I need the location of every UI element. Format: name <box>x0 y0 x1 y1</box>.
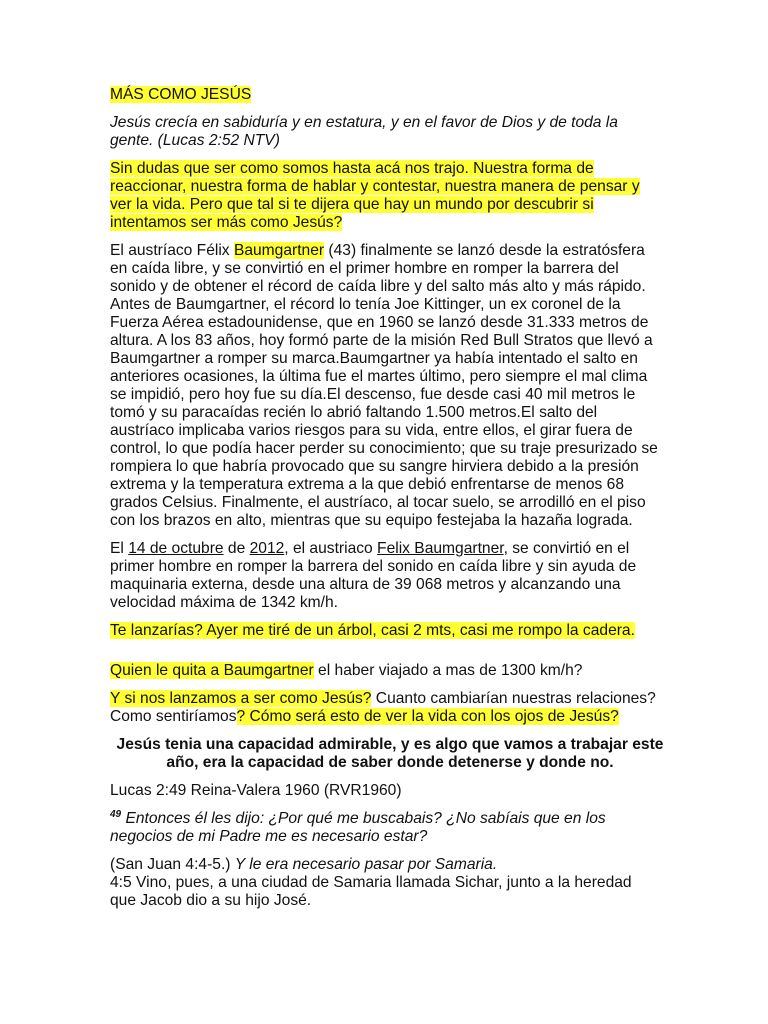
story-line: Fuerza Aérea estadounidense, que en 1960 se lanzó desde 31.333 metros de <box>110 314 649 331</box>
record-text: El <box>110 540 129 557</box>
record-line: primer hombre en romper la barrera del sonido en caída libre y sin ayuda de <box>110 558 637 575</box>
story-lead-rest: (43) finalmente se lanzó desde la estratósfera <box>324 242 645 259</box>
key-statement-line: año, era la capacidad de saber donde detenerse y donde no. <box>166 754 614 771</box>
document-body <box>110 86 670 920</box>
story-line: con los brazos en alto, mientras que su equipo festejaba la hazaña lograda. <box>110 512 633 529</box>
launch-line <box>110 708 670 726</box>
date-link[interactable]: 14 de octubre <box>128 540 224 557</box>
story-line: Baumgartner a romper su marca.Baumgartner ya había intentado el salto en <box>110 350 638 367</box>
record-line: maquinaria externa, desde una altura de 39 068 metros y alcanzando una <box>110 576 621 593</box>
john-line: 4:5 Vino, pues, a una ciudad de Samaria llamada Sichar, junto a la heredad <box>110 874 632 891</box>
intro-paragraph <box>110 160 670 232</box>
john-line <box>110 856 670 874</box>
story-line: altura. A los 83 años, hoy formó parte de la misión Red Bull Stratos que llevó a <box>110 332 653 349</box>
record-text: , el austriaco <box>284 540 378 557</box>
john-quote: Y le era necesario pasar por Samaria. <box>234 856 498 873</box>
story-line: sonido y de obtener el récord de caída libre y del salto más alto y más rápido. <box>110 278 646 295</box>
story-line: tomó y su paracaídas recién lo abrió faltando 1.500 metros.El salto del <box>110 404 598 421</box>
launch-highlight-2: ? Cómo será esto de ver la vida con los ojos de Jesús? <box>236 708 619 725</box>
intro-line: ver la vida. Pero que tal si te dijera que hay un mundo por descubrir si <box>110 196 594 213</box>
verse-number: 49 <box>110 808 122 820</box>
baumgartner-highlight: Baumgartner <box>233 242 325 259</box>
record-text: , se convirtió en el <box>503 540 630 557</box>
record-text: de <box>223 540 250 557</box>
document-title <box>110 86 670 104</box>
intro-line: Sin dudas que ser como somos hasta acá nos trajo. Nuestra forma de <box>110 160 594 177</box>
verse-line: gente. (Lucas 2:52 NTV) <box>110 132 280 149</box>
who-question <box>110 662 670 680</box>
blank-line <box>110 650 670 662</box>
story-line: rompiera lo que habría provocado que su sangre hirviera debido a la presión <box>110 458 639 475</box>
record-paragraph <box>110 540 670 612</box>
title-highlight: MÁS COMO JESÚS <box>110 86 252 103</box>
intro-line: intentamos ser más como Jesús? <box>110 214 343 231</box>
key-statement-line: Jesús tenia una capacidad admirable, y es algo que vamos a trabajar este <box>116 736 664 753</box>
jump-question-highlight: Te lanzarías? Ayer me tiré de un árbol, casi 2 mts, casi me rompo la cadera. <box>110 622 635 639</box>
story-line: anteriores ocasiones, la última fue el martes último, pero siempre el mal clima <box>110 368 648 385</box>
story-line: se impidió, pero hoy fue su día.El descenso, fue desde casi 40 mil metros le <box>110 386 636 403</box>
person-link[interactable]: Felix Baumgartner <box>377 540 504 557</box>
verse-line: Jesús crecía en sabiduría y en estatura, y en el favor de Dios y de toda la <box>110 114 618 131</box>
launch-rest: Cuanto cambiarían nuestras relaciones? <box>371 690 656 707</box>
story-line: en caída libre, y se convirtió en el primer hombre en romper la barrera del <box>110 260 619 277</box>
launch-highlight: Y si nos lanzamos a ser como Jesús? <box>110 690 372 707</box>
launch-line <box>110 690 670 708</box>
record-line: velocidad máxima de 1342 km/h. <box>110 594 338 611</box>
launch-paragraph <box>110 690 670 726</box>
story-line: Antes de Baumgartner, el récord lo tenía Joe Kittinger, un ex coronel de la <box>110 296 621 313</box>
luke-verse-line: negocios de mi Padre me es necesario estar? <box>110 828 428 845</box>
key-statement <box>110 736 670 772</box>
story-line: austríaco implicaba varios riesgos para su vida, entre ellos, el girar fuera de <box>110 422 633 439</box>
opening-verse <box>110 114 670 150</box>
launch-plain: Como sentiríamos <box>110 708 237 725</box>
story-paragraph <box>110 242 670 530</box>
jump-question <box>110 622 670 640</box>
luke-verse-text: Entonces él les dijo: ¿Por qué me buscabais? ¿No sabíais que en los <box>121 810 606 827</box>
year-link[interactable]: 2012 <box>249 540 285 557</box>
luke-verse <box>110 810 670 846</box>
record-first-line <box>110 540 670 558</box>
story-line: grados Celsius. Finalmente, el austríaco, al tocar suelo, se arrodilló en el piso <box>110 494 646 511</box>
john-ref: (San Juan 4:4-5.) <box>110 856 235 873</box>
john-paragraph <box>110 856 670 910</box>
story-lead: El austríaco Félix <box>110 242 234 259</box>
luke-verse-line <box>110 810 670 828</box>
story-line: control, lo que podía hacer perder su conocimiento; que su traje presurizado se <box>110 440 658 457</box>
who-question-rest: el haber viajado a mas de 1300 km/h? <box>313 662 583 679</box>
story-first-line <box>110 242 670 260</box>
story-line: extrema y la temperatura extrema a la que debió enfrentarse de menos 68 <box>110 476 625 493</box>
john-line: que Jacob dio a su hijo José. <box>110 892 312 909</box>
intro-line: reaccionar, nuestra forma de hablar y contestar, nuestra manera de pensar y <box>110 178 640 195</box>
who-question-highlight: Quien le quita a Baumgartner <box>110 662 314 679</box>
scripture-reference: Lucas 2:49 Reina-Valera 1960 (RVR1960) <box>110 782 402 799</box>
